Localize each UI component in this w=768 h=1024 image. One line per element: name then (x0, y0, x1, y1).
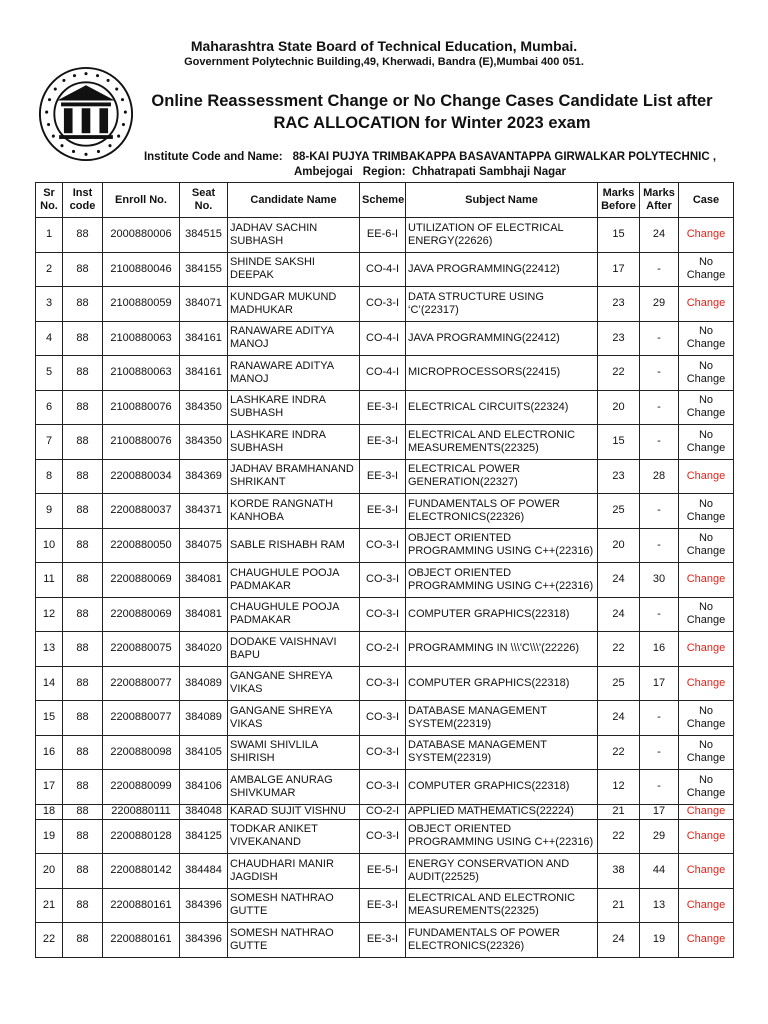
cell-seat-no: 384161 (180, 321, 228, 356)
cell-subject-name: FUNDAMENTALS OF POWER ELECTRONICS(22326) (406, 923, 598, 958)
cell-enroll-no: 2200880069 (103, 597, 180, 632)
cell-enroll-no: 2200880077 (103, 666, 180, 701)
cell-case: Change (679, 459, 734, 494)
board-name: Maharashtra State Board of Technical Education, Mumbai. (190, 38, 578, 54)
cell-seat-no: 384125 (180, 819, 228, 854)
header-enroll-no: Enroll No. (103, 183, 180, 218)
cell-enroll-no: 2200880069 (103, 563, 180, 598)
cell-marks-after: - (640, 735, 679, 770)
cell-sr-no: 2 (36, 252, 63, 287)
cell-enroll-no: 2100880076 (103, 390, 180, 425)
cell-inst-code: 88 (63, 923, 103, 958)
cell-seat-no: 384081 (180, 597, 228, 632)
cell-subject-name: COMPUTER GRAPHICS(22318) (406, 770, 598, 805)
cell-marks-after: 19 (640, 923, 679, 958)
cell-marks-after: - (640, 356, 679, 391)
table-row (36, 218, 734, 253)
cell-subject-name: DATABASE MANAGEMENT SYSTEM(22319) (406, 735, 598, 770)
cell-case: Change (679, 888, 734, 923)
header-case: Case (679, 183, 734, 218)
cell-seat-no: 384515 (180, 218, 228, 253)
cell-case: Change (679, 218, 734, 253)
cell-seat-no: 384048 (180, 804, 228, 819)
cell-scheme: CO-4-I (360, 252, 406, 287)
cell-enroll-no: 2000880006 (103, 218, 180, 253)
header-marks-after: Marks After (640, 183, 679, 218)
cell-scheme: EE-3-I (360, 888, 406, 923)
cell-marks-after: 28 (640, 459, 679, 494)
cell-subject-name: APPLIED MATHEMATICS(22224) (406, 804, 598, 819)
cell-case: No Change (679, 321, 734, 356)
institute-info (120, 150, 740, 180)
cell-enroll-no: 2200880050 (103, 528, 180, 563)
cell-candidate-name: KORDE RANGNATH KANHOBA (228, 494, 360, 529)
header-seat-no: Seat No. (180, 183, 228, 218)
cell-enroll-no: 2100880076 (103, 425, 180, 460)
cell-marks-after: - (640, 494, 679, 529)
cell-case: Change (679, 563, 734, 598)
table-row (36, 390, 734, 425)
msbte-seal-icon (38, 66, 134, 162)
cell-case: No Change (679, 528, 734, 563)
cell-enroll-no: 2200880161 (103, 923, 180, 958)
cell-sr-no: 10 (36, 528, 63, 563)
cell-scheme: CO-4-I (360, 321, 406, 356)
table-row (36, 701, 734, 736)
cell-subject-name: DATA STRUCTURE USING ‘C’(22317) (406, 287, 598, 322)
table-row (36, 494, 734, 529)
table-body (36, 218, 734, 958)
cell-sr-no: 8 (36, 459, 63, 494)
cell-inst-code: 88 (63, 854, 103, 889)
cell-sr-no: 22 (36, 923, 63, 958)
document-title (132, 90, 732, 134)
cell-sr-no: 11 (36, 563, 63, 598)
cell-marks-after: - (640, 390, 679, 425)
cell-subject-name: ELECTRICAL CIRCUITS(22324) (406, 390, 598, 425)
cell-case: No Change (679, 597, 734, 632)
cell-scheme: EE-3-I (360, 494, 406, 529)
cell-marks-before: 25 (598, 666, 640, 701)
cell-sr-no: 5 (36, 356, 63, 391)
cell-sr-no: 7 (36, 425, 63, 460)
cell-case: Change (679, 287, 734, 322)
table-row (36, 528, 734, 563)
table-row (36, 459, 734, 494)
cell-inst-code: 88 (63, 735, 103, 770)
table-row (36, 770, 734, 805)
document-title-line1: Online Reassessment Change or No Change Cases Candidate List after (151, 92, 713, 110)
cell-marks-before: 15 (598, 218, 640, 253)
region-label: Region: (362, 166, 406, 178)
cell-inst-code: 88 (63, 597, 103, 632)
cell-seat-no: 384089 (180, 666, 228, 701)
region-name: Chhatrapati Sambhaji Nagar (411, 166, 566, 178)
cell-marks-before: 38 (598, 854, 640, 889)
table-row (36, 425, 734, 460)
cell-marks-before: 24 (598, 923, 640, 958)
cell-marks-before: 22 (598, 735, 640, 770)
cell-enroll-no: 2200880142 (103, 854, 180, 889)
header-marks-before: Marks Before (598, 183, 640, 218)
board-address: Government Polytechnic Building,49, Kherwadi, Bandra (E),Mumbai 400 051. (184, 56, 584, 68)
cell-subject-name: COMPUTER GRAPHICS(22318) (406, 597, 598, 632)
cell-seat-no: 384105 (180, 735, 228, 770)
cell-subject-name: ELECTRICAL AND ELECTRONIC MEASUREMENTS(22325) (406, 888, 598, 923)
cell-candidate-name: KARAD SUJIT VISHNU (228, 804, 360, 819)
cell-enroll-no: 2200880128 (103, 819, 180, 854)
cell-candidate-name: JADHAV BRAMHANAND SHRIKANT (228, 459, 360, 494)
cell-case: Change (679, 804, 734, 819)
header-candidate-name: Candidate Name (228, 183, 360, 218)
table-row (36, 735, 734, 770)
cell-candidate-name: SWAMI SHIVLILA SHIRISH (228, 735, 360, 770)
cell-enroll-no: 2200880034 (103, 459, 180, 494)
cell-marks-before: 23 (598, 321, 640, 356)
cell-inst-code: 88 (63, 666, 103, 701)
table-row (36, 321, 734, 356)
table-row (36, 632, 734, 667)
cell-enroll-no: 2200880161 (103, 888, 180, 923)
cell-subject-name: DATABASE MANAGEMENT SYSTEM(22319) (406, 701, 598, 736)
cell-marks-after: - (640, 252, 679, 287)
cell-marks-after: - (640, 528, 679, 563)
cell-subject-name: OBJECT ORIENTED PROGRAMMING USING C++(22316) (406, 528, 598, 563)
cell-marks-before: 24 (598, 563, 640, 598)
cell-marks-before: 22 (598, 632, 640, 667)
cell-inst-code: 88 (63, 425, 103, 460)
cell-inst-code: 88 (63, 888, 103, 923)
cell-case: No Change (679, 701, 734, 736)
header-inst-code: Inst code (63, 183, 103, 218)
cell-sr-no: 14 (36, 666, 63, 701)
table-row (36, 563, 734, 598)
cell-marks-after: 13 (640, 888, 679, 923)
cell-enroll-no: 2100880063 (103, 356, 180, 391)
cell-scheme: CO-3-I (360, 563, 406, 598)
cell-candidate-name: SABLE RISHABH RAM (228, 528, 360, 563)
header-subject-name: Subject Name (406, 183, 598, 218)
cell-scheme: CO-3-I (360, 666, 406, 701)
cell-subject-name: ELECTRICAL POWER GENERATION(22327) (406, 459, 598, 494)
cell-marks-before: 17 (598, 252, 640, 287)
cell-candidate-name: CHAUGHULE POOJA PADMAKAR (228, 563, 360, 598)
cell-seat-no: 384106 (180, 770, 228, 805)
cell-marks-after: 44 (640, 854, 679, 889)
cell-case: No Change (679, 770, 734, 805)
cell-scheme: CO-3-I (360, 597, 406, 632)
cell-sr-no: 12 (36, 597, 63, 632)
cell-candidate-name: DODAKE VAISHNAVI BAPU (228, 632, 360, 667)
cell-marks-after: 16 (640, 632, 679, 667)
institute-city: Ambejogai (293, 166, 353, 178)
cell-marks-before: 15 (598, 425, 640, 460)
cell-candidate-name: CHAUDHARI MANIR JAGDISH (228, 854, 360, 889)
cell-marks-after: - (640, 321, 679, 356)
cell-marks-after: 29 (640, 819, 679, 854)
cell-marks-before: 25 (598, 494, 640, 529)
cell-subject-name: FUNDAMENTALS OF POWER ELECTRONICS(22326) (406, 494, 598, 529)
cell-case: No Change (679, 735, 734, 770)
cell-scheme: CO-4-I (360, 356, 406, 391)
table-row (36, 666, 734, 701)
cell-subject-name: ENERGY CONSERVATION AND AUDIT(22525) (406, 854, 598, 889)
cell-sr-no: 21 (36, 888, 63, 923)
cell-candidate-name: LASHKARE INDRA SUBHASH (228, 425, 360, 460)
cell-enroll-no: 2200880077 (103, 701, 180, 736)
cell-enroll-no: 2100880063 (103, 321, 180, 356)
cell-case: Change (679, 819, 734, 854)
cell-enroll-no: 2100880046 (103, 252, 180, 287)
cell-sr-no: 3 (36, 287, 63, 322)
cell-marks-after: 29 (640, 287, 679, 322)
cell-inst-code: 88 (63, 252, 103, 287)
cell-inst-code: 88 (63, 287, 103, 322)
candidate-table (35, 182, 734, 958)
table-row (36, 923, 734, 958)
cell-scheme: CO-3-I (360, 287, 406, 322)
cell-subject-name: COMPUTER GRAPHICS(22318) (406, 666, 598, 701)
cell-seat-no: 384020 (180, 632, 228, 667)
cell-marks-after: - (640, 597, 679, 632)
cell-marks-before: 21 (598, 888, 640, 923)
cell-subject-name: OBJECT ORIENTED PROGRAMMING USING C++(22316) (406, 563, 598, 598)
cell-seat-no: 384396 (180, 923, 228, 958)
cell-candidate-name: LASHKARE INDRA SUBHASH (228, 390, 360, 425)
cell-subject-name: UTILIZATION OF ELECTRICAL ENERGY(22626) (406, 218, 598, 253)
cell-inst-code: 88 (63, 701, 103, 736)
cell-candidate-name: RANAWARE ADITYA MANOJ (228, 321, 360, 356)
cell-inst-code: 88 (63, 632, 103, 667)
cell-marks-after: - (640, 770, 679, 805)
cell-case: Change (679, 923, 734, 958)
cell-case: No Change (679, 252, 734, 287)
institute-label: Institute Code and Name: (143, 151, 283, 163)
cell-scheme: EE-3-I (360, 390, 406, 425)
cell-marks-after: - (640, 425, 679, 460)
cell-scheme: EE-3-I (360, 459, 406, 494)
cell-candidate-name: JADHAV SACHIN SUBHASH (228, 218, 360, 253)
cell-candidate-name: AMBALGE ANURAG SHIVKUMAR (228, 770, 360, 805)
cell-sr-no: 6 (36, 390, 63, 425)
cell-marks-before: 20 (598, 390, 640, 425)
cell-inst-code: 88 (63, 819, 103, 854)
cell-seat-no: 384071 (180, 287, 228, 322)
institute-name: 88-KAI PUJYA TRIMBAKAPPA BASAVANTAPPA GIRWALKAR POLYTECHNIC , (292, 151, 717, 163)
cell-seat-no: 384484 (180, 854, 228, 889)
cell-sr-no: 4 (36, 321, 63, 356)
cell-candidate-name: CHAUGHULE POOJA PADMAKAR (228, 597, 360, 632)
cell-subject-name: JAVA PROGRAMMING(22412) (406, 252, 598, 287)
cell-inst-code: 88 (63, 528, 103, 563)
cell-inst-code: 88 (63, 356, 103, 391)
cell-subject-name: JAVA PROGRAMMING(22412) (406, 321, 598, 356)
cell-seat-no: 384396 (180, 888, 228, 923)
table-header-row (36, 183, 734, 218)
cell-seat-no: 384081 (180, 563, 228, 598)
cell-sr-no: 16 (36, 735, 63, 770)
cell-marks-before: 12 (598, 770, 640, 805)
cell-marks-before: 22 (598, 356, 640, 391)
cell-case: No Change (679, 494, 734, 529)
cell-enroll-no: 2200880111 (103, 804, 180, 819)
cell-scheme: CO-3-I (360, 528, 406, 563)
cell-subject-name: ELECTRICAL AND ELECTRONIC MEASUREMENTS(22325) (406, 425, 598, 460)
cell-marks-before: 20 (598, 528, 640, 563)
cell-scheme: EE-5-I (360, 854, 406, 889)
cell-candidate-name: KUNDGAR MUKUND MADHUKAR (228, 287, 360, 322)
cell-marks-after: 30 (640, 563, 679, 598)
table-row (36, 597, 734, 632)
cell-enroll-no: 2200880098 (103, 735, 180, 770)
cell-case: Change (679, 632, 734, 667)
cell-marks-after: 24 (640, 218, 679, 253)
table-row (36, 287, 734, 322)
cell-seat-no: 384155 (180, 252, 228, 287)
cell-sr-no: 15 (36, 701, 63, 736)
cell-inst-code: 88 (63, 770, 103, 805)
table-row (36, 252, 734, 287)
cell-inst-code: 88 (63, 218, 103, 253)
cell-enroll-no: 2200880037 (103, 494, 180, 529)
cell-sr-no: 13 (36, 632, 63, 667)
table-row (36, 888, 734, 923)
cell-candidate-name: GANGANE SHREYA VIKAS (228, 701, 360, 736)
cell-marks-before: 23 (598, 287, 640, 322)
cell-case: Change (679, 854, 734, 889)
cell-inst-code: 88 (63, 459, 103, 494)
cell-marks-before: 24 (598, 597, 640, 632)
cell-seat-no: 384161 (180, 356, 228, 391)
cell-inst-code: 88 (63, 390, 103, 425)
cell-candidate-name: SOMESH NATHRAO GUTTE (228, 923, 360, 958)
cell-scheme: CO-2-I (360, 632, 406, 667)
cell-scheme: EE-6-I (360, 218, 406, 253)
cell-scheme: CO-3-I (360, 701, 406, 736)
header-sr-no: Sr No. (36, 183, 63, 218)
cell-candidate-name: SHINDE SAKSHI DEEPAK (228, 252, 360, 287)
cell-seat-no: 384075 (180, 528, 228, 563)
cell-seat-no: 384350 (180, 390, 228, 425)
cell-scheme: CO-2-I (360, 804, 406, 819)
table-row (36, 854, 734, 889)
cell-sr-no: 17 (36, 770, 63, 805)
cell-marks-after: 17 (640, 804, 679, 819)
document-title-line2: RAC ALLOCATION for Winter 2023 exam (273, 114, 591, 132)
cell-case: No Change (679, 390, 734, 425)
cell-sr-no: 9 (36, 494, 63, 529)
cell-scheme: CO-3-I (360, 819, 406, 854)
cell-candidate-name: TODKAR ANIKET VIVEKANAND (228, 819, 360, 854)
header-scheme: Scheme (360, 183, 406, 218)
cell-case: Change (679, 666, 734, 701)
cell-inst-code: 88 (63, 494, 103, 529)
cell-enroll-no: 2100880059 (103, 287, 180, 322)
cell-sr-no: 20 (36, 854, 63, 889)
cell-marks-after: - (640, 701, 679, 736)
cell-seat-no: 384371 (180, 494, 228, 529)
cell-inst-code: 88 (63, 321, 103, 356)
cell-candidate-name: GANGANE SHREYA VIKAS (228, 666, 360, 701)
cell-inst-code: 88 (63, 563, 103, 598)
cell-scheme: EE-3-I (360, 923, 406, 958)
cell-subject-name: OBJECT ORIENTED PROGRAMMING USING C++(22316) (406, 819, 598, 854)
table-row (36, 804, 734, 819)
cell-marks-before: 21 (598, 804, 640, 819)
cell-seat-no: 384089 (180, 701, 228, 736)
cell-sr-no: 19 (36, 819, 63, 854)
cell-candidate-name: RANAWARE ADITYA MANOJ (228, 356, 360, 391)
cell-sr-no: 18 (36, 804, 63, 819)
cell-marks-before: 24 (598, 701, 640, 736)
cell-scheme: EE-3-I (360, 425, 406, 460)
cell-candidate-name: SOMESH NATHRAO GUTTE (228, 888, 360, 923)
cell-marks-after: 17 (640, 666, 679, 701)
cell-marks-before: 23 (598, 459, 640, 494)
cell-scheme: CO-3-I (360, 770, 406, 805)
cell-subject-name: PROGRAMMING IN \\\'C\\\'(22226) (406, 632, 598, 667)
table-row (36, 819, 734, 854)
cell-seat-no: 384350 (180, 425, 228, 460)
cell-enroll-no: 2200880075 (103, 632, 180, 667)
table-row (36, 356, 734, 391)
cell-enroll-no: 2200880099 (103, 770, 180, 805)
cell-marks-before: 22 (598, 819, 640, 854)
cell-case: No Change (679, 425, 734, 460)
cell-scheme: CO-3-I (360, 735, 406, 770)
cell-case: No Change (679, 356, 734, 391)
cell-sr-no: 1 (36, 218, 63, 253)
cell-subject-name: MICROPROCESSORS(22415) (406, 356, 598, 391)
cell-inst-code: 88 (63, 804, 103, 819)
cell-seat-no: 384369 (180, 459, 228, 494)
